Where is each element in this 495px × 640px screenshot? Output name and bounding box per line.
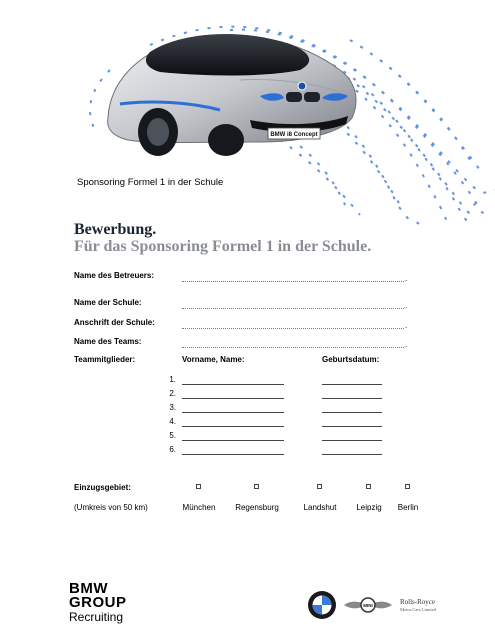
city-label-muenchen: München xyxy=(182,503,216,512)
mini-logo-icon xyxy=(344,598,392,612)
brand-line-2: GROUP xyxy=(69,594,127,611)
member-name-field[interactable] xyxy=(182,440,284,441)
rolls-royce-line-1: Rolls-Royce xyxy=(400,598,435,606)
region-label: Einzugsgebiet: xyxy=(74,483,131,492)
member-name-field[interactable] xyxy=(182,426,284,427)
field-label-school: Name der Schule: xyxy=(74,298,142,307)
member-birth-field[interactable] xyxy=(322,412,382,413)
member-birth-field[interactable] xyxy=(322,426,382,427)
page-title: Bewerbung. xyxy=(74,221,157,238)
checkbox-landshut[interactable] xyxy=(317,484,322,489)
hero-image xyxy=(0,0,495,230)
region-note: (Umkreis von 50 km) xyxy=(74,503,148,512)
member-row-number: 4. xyxy=(169,417,176,426)
checkbox-muenchen[interactable] xyxy=(196,484,201,489)
checkbox-berlin[interactable] xyxy=(405,484,410,489)
rolls-royce-logo xyxy=(400,598,437,612)
members-col-name: Vorname, Name: xyxy=(182,355,245,364)
member-row-number: 3. xyxy=(169,403,176,412)
field-label-address: Anschrift der Schule: xyxy=(74,318,155,327)
member-name-field[interactable] xyxy=(182,398,284,399)
city-label-berlin: Berlin xyxy=(397,503,419,512)
city-label-leipzig: Leipzig xyxy=(356,503,382,512)
field-address[interactable] xyxy=(182,328,404,329)
car-badge: BMW i8 Concept xyxy=(270,132,318,138)
member-row-number: 5. xyxy=(169,431,176,440)
member-birth-field[interactable] xyxy=(322,454,382,455)
field-label-supervisor: Name des Betreuers: xyxy=(74,271,155,280)
member-birth-field[interactable] xyxy=(322,440,382,441)
member-birth-field[interactable] xyxy=(322,398,382,399)
members-label: Teammitglieder: xyxy=(74,355,136,364)
license-plate xyxy=(268,128,320,139)
member-row-number: 2. xyxy=(169,389,176,398)
mini-logo-text: MINI xyxy=(363,603,373,608)
page-subtitle: Für das Sponsoring Formel 1 in der Schule. xyxy=(74,238,372,255)
checkbox-regensburg[interactable] xyxy=(254,484,259,489)
city-label-regensburg: Regensburg xyxy=(235,503,279,512)
members-col-birth: Geburtsdatum: xyxy=(322,355,380,364)
car-illustration xyxy=(0,0,495,230)
city-label-landshut: Landshut xyxy=(303,503,337,512)
brand-logos xyxy=(300,587,460,623)
member-row-number: 1. xyxy=(169,375,176,384)
bmw-group-recruiting-logo xyxy=(69,582,127,624)
member-name-field[interactable] xyxy=(182,412,284,413)
member-name-field[interactable] xyxy=(182,384,284,385)
field-team[interactable] xyxy=(182,347,404,348)
bmw-roundel-icon xyxy=(308,591,336,619)
checkbox-leipzig[interactable] xyxy=(366,484,371,489)
brand-line-1: BMW xyxy=(69,580,108,597)
hero-caption: Sponsoring Formel 1 in der Schule xyxy=(73,174,231,192)
rolls-royce-line-2: Motor Cars Limited xyxy=(400,607,436,612)
brand-line-3: Recruiting xyxy=(69,610,124,624)
field-school[interactable] xyxy=(182,308,404,309)
member-birth-field[interactable] xyxy=(322,384,382,385)
field-supervisor[interactable] xyxy=(182,281,404,282)
member-name-field[interactable] xyxy=(182,454,284,455)
field-label-team: Name des Teams: xyxy=(74,337,142,346)
member-row-number: 6. xyxy=(169,445,176,454)
